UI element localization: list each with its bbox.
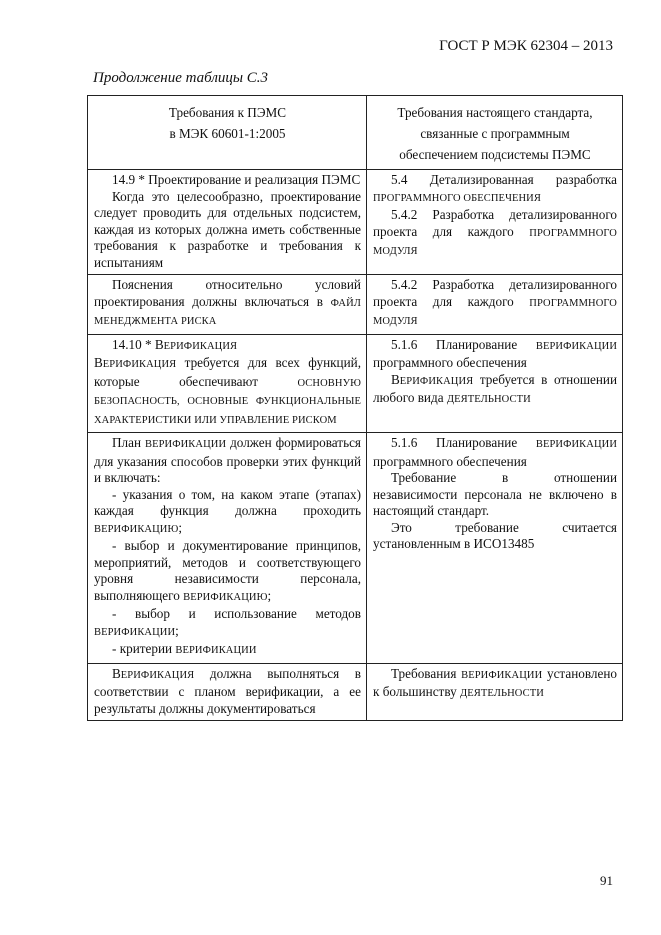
text-fragment: ;: [175, 622, 179, 638]
text-fragment: должна выполняться в соответствии с планом верификации, а ее результаты должны документироваться: [94, 665, 361, 716]
clause-reference: [373, 277, 617, 331]
term-smallcaps: ПРОГРАММНОГО ОБЕСПЕЧЕНИЯ: [373, 192, 541, 204]
standard-requirement-cell: [367, 334, 623, 433]
text-fragment: установлено к большинству: [373, 665, 617, 699]
column-header-standard: [367, 96, 623, 170]
header-line: Требования к ПЭМС: [168, 105, 287, 120]
table-row: [88, 433, 623, 664]
header-line: обеспечением подсистемы ПЭМС: [399, 147, 591, 162]
table-row: [88, 334, 623, 433]
text-fragment: 5.4.2 Разработка детализированного проекта для каждого: [373, 277, 617, 309]
iec-requirement-cell: [88, 433, 367, 664]
text-fragment: Пояснения относительно условий проектирования должны включаться в: [94, 277, 361, 309]
clause-text: [94, 666, 361, 718]
standard-requirement-cell: [367, 663, 623, 721]
clause-text: [373, 372, 617, 409]
text-fragment: должен формироваться для указания способов проверки этих функций и включать:: [94, 435, 361, 485]
term-smallcaps: ВЕРИФИКАЦИЮ: [94, 523, 179, 535]
term-smallcaps: ОСНОВНУЮ БЕЗОПАСНОСТЬ, ОСНОВНЫЕ ФУНКЦИОНАЛЬНЫЕ ХАРАКТЕРИСТИКИ ИЛИ УПРАВЛЕНИЕ РИСКОМ: [94, 377, 361, 426]
term-smallcaps: ПРОГРАММНОГО МОДУЛЯ: [373, 297, 617, 327]
text-fragment: 5.4.2 Разработка детализированного проекта для каждого: [373, 207, 617, 239]
term-smallcaps: ПРОГРАММНОГО МОДУЛЯ: [373, 227, 617, 257]
term-smallcaps: ВЕРИФИКАЦИИ: [535, 439, 617, 450]
header-line: в МЭК 60601-1:2005: [169, 126, 286, 141]
page-number: 91: [600, 873, 613, 888]
clause-title: [94, 337, 361, 356]
clause-reference: [373, 207, 617, 261]
text-fragment: - выбор и документирование принципов, мероприятий, методов и соответствующего уровня независимости персонала, выполняющего: [94, 538, 361, 603]
clause-text: Это требование считается установленным в ИСО13485: [373, 519, 617, 551]
clause-reference: [373, 337, 617, 372]
clause-reference: [373, 435, 617, 470]
term-smallcaps: ВЕРИФИКАЦИИ: [144, 439, 227, 450]
term-smallcaps: ЕРИФИКАЦИЯ: [102, 359, 177, 370]
clause-title: 14.9 * Проектирование и реализация ПЭМС: [112, 172, 361, 187]
iec-requirement-cell: [88, 170, 367, 275]
clause-text: Требование в отношении независимости персонала не включено в настоящий стандарт.: [373, 470, 617, 518]
column-header-iec: [88, 96, 367, 170]
text-fragment: 5.1.6 Планирование: [391, 435, 536, 450]
term-smallcaps: ВЕРИФИКАЦИИ: [175, 645, 257, 656]
table-header-row: [88, 96, 623, 170]
header-line: Требования настоящего стандарта,: [397, 105, 593, 120]
text-fragment: ;: [178, 519, 183, 535]
text-fragment: - выбор и использование методов: [112, 606, 361, 621]
iec-requirement-cell: [88, 663, 367, 721]
standard-requirement-cell: [367, 433, 623, 664]
requirements-table: [87, 95, 623, 721]
term-smallcaps: ВЕРИФИКАЦИИ: [535, 340, 617, 352]
text-fragment: В: [112, 665, 121, 681]
table-caption: Продолжение таблицы С.3: [93, 70, 269, 86]
text-fragment: В: [94, 355, 103, 370]
text-fragment: 5.4 Детализированная разработка: [391, 172, 617, 187]
term-smallcaps: ФАЙЛ МЕНЕДЖМЕНТА РИСКА: [94, 297, 361, 327]
term-smallcaps: ВЕРИФИКАЦИИ: [461, 669, 543, 681]
list-item: [94, 487, 361, 539]
clause-text: [94, 277, 361, 331]
text-fragment: - указания о том, на каком этапе (этапах) каждая функция должна проходить: [94, 486, 361, 518]
term-smallcaps: ДЕЯТЕЛЬНОСТИ: [446, 394, 531, 405]
iec-requirement-cell: [88, 334, 367, 433]
text-fragment: требуется в отношении любого вида: [373, 371, 617, 405]
standard-requirement-cell: [367, 170, 623, 275]
standard-requirement-cell: [367, 275, 623, 335]
clause-text: [373, 666, 617, 703]
text-fragment: программного обеспечения: [373, 355, 527, 370]
clause-reference: [373, 172, 617, 207]
term-smallcaps: ЕРИФИКАЦИЯ: [163, 340, 238, 352]
list-item: [94, 641, 361, 660]
clause-text: [94, 355, 361, 429]
list-item: [94, 538, 361, 606]
document-header: ГОСТ Р МЭК 62304 – 2013: [439, 38, 613, 54]
list-item: [94, 606, 361, 641]
text-fragment: План: [112, 435, 145, 450]
text-fragment: ;: [267, 587, 272, 603]
term-smallcaps: ДЕЯТЕЛЬНОСТИ: [459, 688, 544, 699]
term-smallcaps: ЕРИФИКАЦИЯ: [399, 375, 474, 387]
text-fragment: Требования: [391, 665, 462, 681]
text-fragment: программного обеспечения: [373, 453, 527, 469]
text-fragment: 5.1.6 Планирование: [391, 336, 536, 352]
table-row: [88, 663, 623, 721]
clause-text: [94, 435, 361, 487]
text-fragment: - критерии: [112, 641, 176, 656]
text-fragment: требуется для всех функций, которые обеспечивают: [94, 355, 361, 389]
table-row: [88, 275, 623, 335]
text-fragment: В: [391, 371, 400, 387]
text-fragment: 14.10 * В: [112, 336, 164, 352]
clause-text: Когда это целесообразно, проектирование следует проводить для отдельных подсистем, каждая из которых должна иметь собственные требования к разработке и требования к испытаниям: [94, 188, 361, 270]
term-smallcaps: ЕРИФИКАЦИЯ: [120, 669, 195, 681]
term-smallcaps: ВЕРИФИКАЦИЮ: [183, 591, 268, 603]
iec-requirement-cell: [88, 275, 367, 335]
header-line: связанные с программным: [420, 126, 570, 141]
term-smallcaps: ВЕРИФИКАЦИИ: [94, 626, 176, 638]
table-row: [88, 170, 623, 275]
